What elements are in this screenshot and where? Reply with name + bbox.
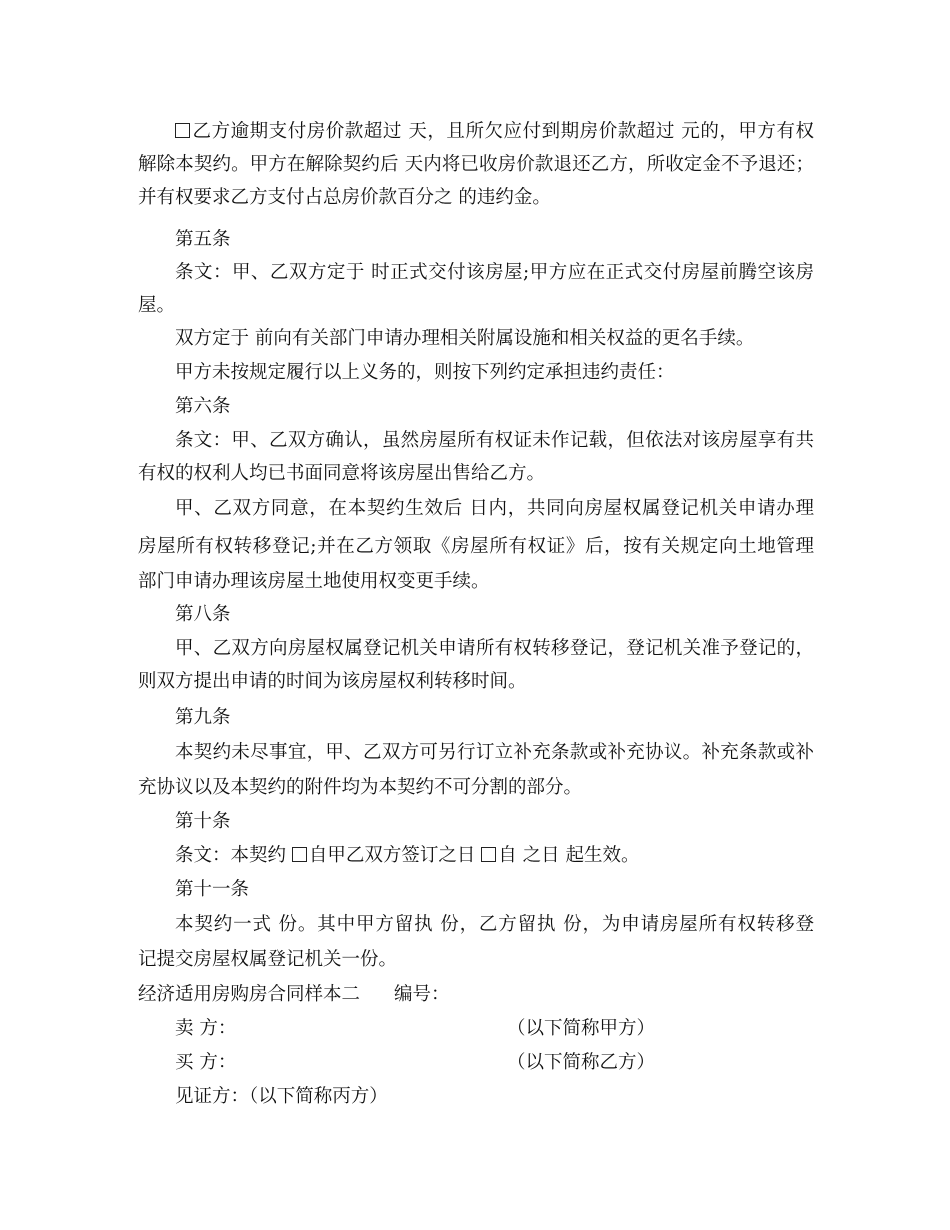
article-10-line-1 (175, 842, 814, 870)
article-8-heading: 第八条 (175, 604, 231, 625)
article-9-line-2: 充协议以及本契约的附件均为本契约不可分割的部分。 (138, 777, 583, 798)
article-5-line-2: 屋。 (138, 295, 176, 316)
seller-label: 卖 方： (175, 1018, 237, 1039)
witness-line (175, 1083, 814, 1111)
article-10-text-a: 条文：本契约 (175, 845, 292, 866)
seller-line (175, 1015, 814, 1043)
article-9-heading: 第九条 (175, 707, 231, 728)
article-5-line-3: 双方定于 前向有关部门申请办理相关附属设施和相关权益的更名手续。 (175, 328, 755, 349)
article-5-line-1: 条文：甲、乙双方定于 时正式交付该房屋;甲方应在正式交付房屋前腾空该房 (175, 262, 814, 283)
article-6-line-3: 甲、乙双方同意，在本契约生效后 日内，共同向房屋权属登记机关申请办理 (175, 498, 814, 519)
sample-2-title: 经济适用房购房合同样本二 (138, 984, 361, 1005)
article-6-line-5: 部门申请办理该房屋土地使用权变更手续。 (138, 571, 490, 592)
late-payment-line-2: 解除本契约。甲方在解除契约后 天内将已收房价款退还乙方，所收定金不予退还； (138, 154, 814, 175)
seller-note: （以下简称甲方） (507, 1018, 656, 1039)
late-payment-line-1 (175, 118, 814, 146)
checkbox-icon[interactable] (481, 847, 496, 862)
article-9-line-1: 本契约未尽事宜，甲、乙双方可另行订立补充条款或补充协议。补充条款或补 (175, 742, 814, 763)
article-8-line-1: 甲、乙双方向房屋权属登记机关申请所有权转移登记，登记机关准予登记的， (175, 638, 814, 659)
contract-number-label: 编号： (394, 984, 450, 1005)
witness-note: （以下简称丙方） (249, 1086, 388, 1107)
buyer-line (175, 1049, 814, 1077)
sample-2-title-line (138, 981, 814, 1009)
article-11-heading: 第十一条 (175, 879, 250, 900)
article-10-text-c: 自 之日 起生效。 (498, 845, 640, 866)
late-payment-text-1: 乙方逾期支付房价款超过 天，且所欠应付到期房价款超过 元的，甲方有权 (192, 121, 814, 142)
checkbox-icon[interactable] (175, 123, 190, 138)
article-6-line-2: 有权的权利人均已书面同意将该房屋出售给乙方。 (138, 463, 546, 484)
article-11-line-1: 本契约一式 份。其中甲方留执 份，乙方留执 份，为申请房屋所有权转移登 (175, 914, 814, 935)
witness-label: 见证方： (175, 1086, 250, 1107)
article-6-line-1: 条文：甲、乙双方确认，虽然房屋所有权证未作记载，但依法对该房屋享有共 (175, 430, 814, 451)
late-payment-line-3: 并有权要求乙方支付占总房价款百分之 的违约金。 (138, 187, 551, 208)
article-10-text-b: 自甲乙双方签订之日 (308, 845, 482, 866)
buyer-label: 买 方： (175, 1052, 237, 1073)
article-6-line-4: 房屋所有权转移登记;并在乙方领取《房屋所有权证》后，按有关规定向土地管理 (138, 536, 814, 557)
checkbox-icon[interactable] (292, 847, 307, 862)
article-5-line-4: 甲方未按规定履行以上义务的，则按下列约定承担违约责任： (175, 362, 675, 383)
article-8-line-2: 则双方提出申请的时间为该房屋权利转移时间。 (138, 671, 527, 692)
article-11-line-2: 记提交房屋权属登记机关一份。 (138, 949, 398, 970)
article-5-heading: 第五条 (175, 229, 231, 250)
buyer-note: （以下简称乙方） (507, 1052, 656, 1073)
article-10-heading: 第十条 (175, 811, 231, 832)
article-6-heading: 第六条 (175, 396, 231, 417)
